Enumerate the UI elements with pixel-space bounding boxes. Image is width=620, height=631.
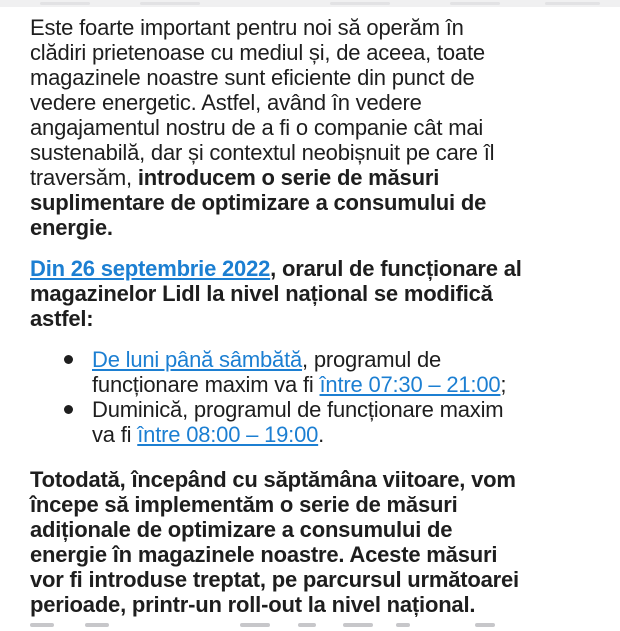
text-segment: vor fi introduse treptat, pe parcursul următoarei <box>30 567 519 592</box>
intro-paragraph <box>30 15 594 240</box>
text-line <box>30 15 594 40</box>
text-segment: adiționale de optimizare a consumului de <box>30 517 453 542</box>
text-line <box>30 567 594 592</box>
bullet-icon <box>64 355 73 364</box>
text-line <box>30 492 594 517</box>
letter-bottom-remnant <box>330 2 390 5</box>
text-segment: , programul de <box>302 347 442 372</box>
text-segment: angajamentul nostru de a fi o companie cât mai <box>30 115 484 140</box>
text-segment: , orarul de funcționare al <box>270 256 522 281</box>
additional-measures-paragraph <box>30 467 594 617</box>
letter-bottom-remnant <box>40 2 90 5</box>
text-line <box>92 372 594 397</box>
letter-top-remnant <box>85 623 109 627</box>
text-line <box>30 40 594 65</box>
text-line <box>30 517 594 542</box>
text-line <box>30 115 594 140</box>
text-segment: începe să implementăm o serie de măsuri <box>30 492 458 517</box>
text-segment: perioade, printr-un roll-out la nivel național. <box>30 592 476 617</box>
sunday-schedule-item <box>30 397 594 447</box>
date-link[interactable]: Din 26 septembrie 2022 <box>30 256 271 281</box>
text-segment: energie. <box>30 215 113 240</box>
weekday-schedule-item <box>30 347 594 397</box>
text-segment: Duminică, programul de funcționare maxim <box>92 397 504 422</box>
text-segment: suplimentare de optimizare a consumului de <box>30 190 487 215</box>
text-line <box>30 165 594 190</box>
text-line <box>30 215 594 240</box>
text-segment: energie în magazinele noastre. Aceste măsuri <box>30 542 498 567</box>
text-segment: Este foarte important pentru noi să operăm în <box>30 15 464 40</box>
letter-top-remnant <box>475 623 495 627</box>
text-line <box>92 347 594 372</box>
text-segment: magazinele noastre sunt eficiente din punct de <box>30 65 475 90</box>
letter-bottom-remnant <box>140 2 200 5</box>
text-segment: astfel: <box>30 306 94 331</box>
weekday-link[interactable]: De luni până sâmbătă <box>92 347 303 372</box>
text-line <box>30 90 594 115</box>
schedule-list <box>30 347 594 447</box>
letter-top-remnant <box>298 623 316 627</box>
letter-bottom-remnant <box>450 2 500 5</box>
text-line <box>30 281 594 306</box>
text-segment: ; <box>500 372 507 397</box>
text-line <box>30 542 594 567</box>
text-line <box>30 140 594 165</box>
text-segment: clădiri prietenoase cu mediul și, de aceea, toate <box>30 40 485 65</box>
announcement-text <box>0 7 620 631</box>
letter-top-remnant <box>343 623 373 627</box>
previous-line-remnant <box>0 0 620 7</box>
text-segment: . <box>318 422 325 447</box>
text-segment: vedere energetic. Astfel, având în vedere <box>30 90 422 115</box>
text-line <box>30 467 594 492</box>
text-segment: magazinelor Lidl la nivel național se modifică <box>30 281 493 306</box>
text-line <box>92 397 594 422</box>
schedule-change-paragraph <box>30 256 594 331</box>
text-line <box>92 422 594 447</box>
text-line <box>30 306 594 331</box>
text-segment: va fi <box>92 422 138 447</box>
bullet-icon <box>64 405 73 414</box>
text-line <box>30 592 594 617</box>
text-segment: Totodată, începând cu săptămâna viitoare, vom <box>30 467 516 492</box>
text-segment: introducem o serie de măsuri <box>137 165 440 190</box>
text-segment: funcționare maxim va fi <box>92 372 320 397</box>
text-line <box>30 65 594 90</box>
letter-top-remnant <box>240 623 270 627</box>
letter-top-remnant <box>30 623 54 627</box>
text-segment: sustenabilă, dar și contextul neobișnuit pe care îl <box>30 140 495 165</box>
letter-top-remnant <box>396 623 410 627</box>
weekday-hours-link[interactable]: între 07:30 – 21:00 <box>319 372 501 397</box>
text-line <box>30 190 594 215</box>
text-line <box>30 256 594 281</box>
letter-bottom-remnant <box>545 2 600 5</box>
text-segment: traversăm, <box>30 165 138 190</box>
sunday-hours-link[interactable]: între 08:00 – 19:00 <box>137 422 319 447</box>
